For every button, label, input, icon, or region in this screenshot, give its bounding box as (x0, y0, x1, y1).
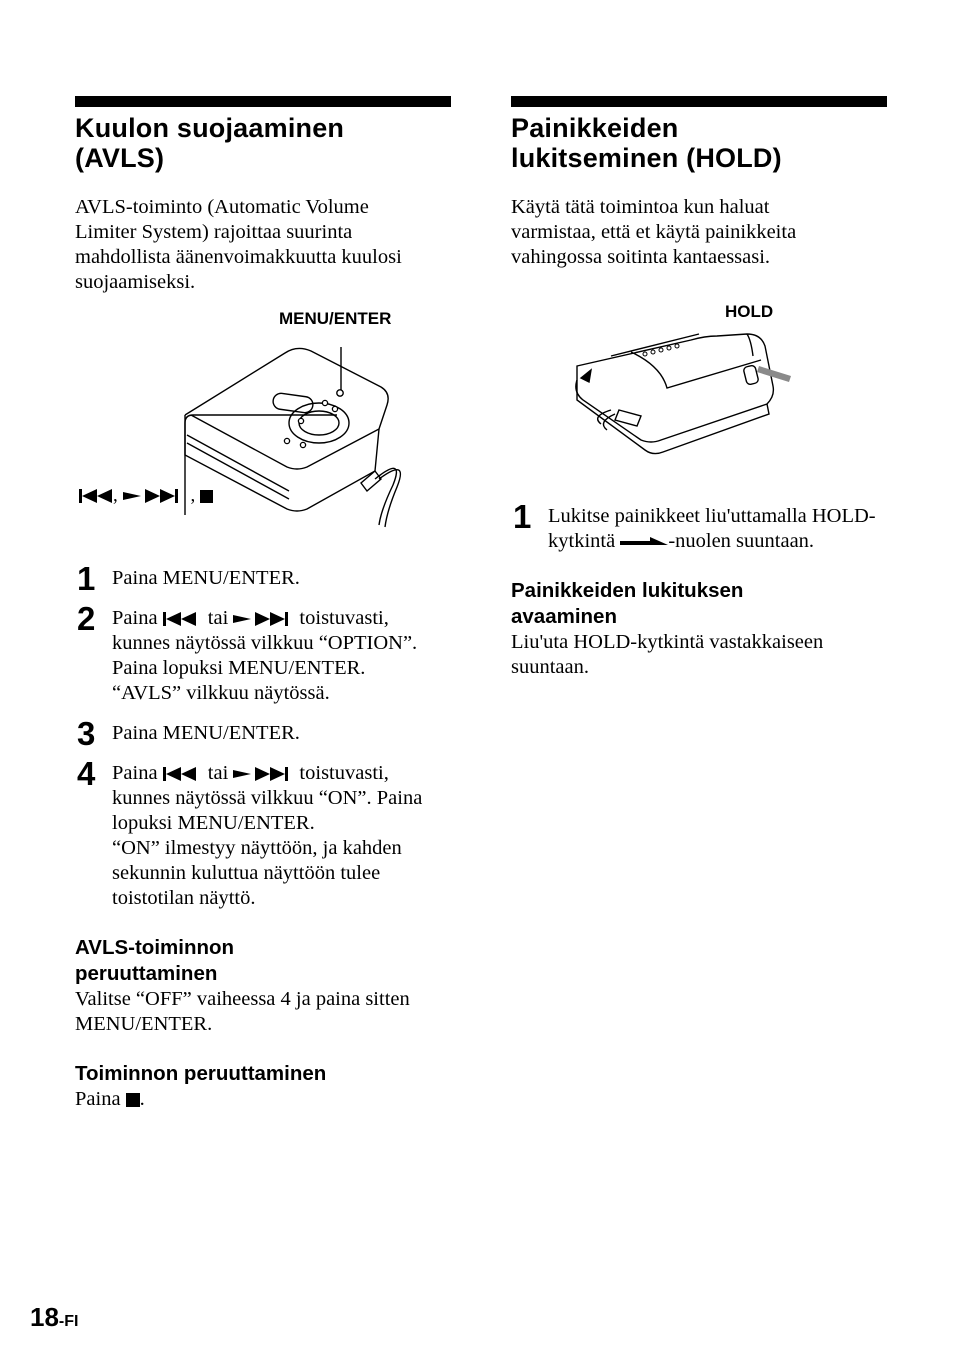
step-3: 3 Paina MENU/ENTER. (77, 715, 300, 752)
page-number: 18-FI (30, 1302, 79, 1332)
hold-label: HOLD (725, 302, 774, 321)
stop-icon (126, 1093, 140, 1107)
left-column (75, 96, 451, 1112)
cancel-avls-text: Valitse “OFF” vaiheessa 4 ja paina sitten MENU/ENTER. (75, 988, 410, 1035)
cancel-text: Paina . (75, 1088, 145, 1110)
arrow-right-icon (620, 537, 668, 549)
cancel-avls-heading: AVLS-toiminnon peruuttaminen (75, 936, 235, 985)
step-2-note: “AVLS” vilkkuu näytössä. (112, 682, 330, 704)
stop-icon (200, 490, 213, 503)
section-title-hold: Painikkeiden lukitseminen (HOLD) (511, 113, 782, 173)
play-next-track-icon (123, 489, 191, 503)
cancel-heading: Toiminnon peruuttaminen (75, 1062, 327, 1085)
step-4: 4 Paina tai toistuvasti, kunnes näytössä vilkkuu “ON”. Paina lopuksi MENU/ENTER. (77, 755, 423, 834)
menu-enter-label: MENU/ENTER (279, 309, 392, 328)
play-next-track-icon (233, 612, 299, 626)
md-player-hold-illustration (511, 270, 887, 504)
step-4-note: “ON” ilmestyy näyttöön, ja kahden sekunnin kuluttua näyttöön tulee toistotilan näyttö. (112, 837, 402, 909)
player-figure-hold (511, 270, 887, 504)
hold-intro: Käytä tätä toimintoa kun haluat varmistaa, että et käytä painikkeita vahingossa soitinta kantaessasi. (511, 196, 797, 268)
unlock-heading: Painikkeiden lukituksen avaaminen (511, 579, 744, 628)
md-player-illustration (75, 295, 451, 565)
prev-track-icon (163, 612, 203, 626)
prev-track-icon (163, 767, 203, 781)
prev-track-icon (79, 489, 113, 503)
hold-step-1: 1 Lukitse painikkeet liu'uttamalla HOLD-kytkintä -nuolen suuntaan. (513, 498, 876, 552)
step-1: 1 Paina MENU/ENTER. (77, 560, 300, 597)
section-rule (75, 96, 451, 107)
section-rule (511, 96, 887, 107)
section-title-avls: Kuulon suojaaminen (AVLS) (75, 113, 345, 173)
avls-intro: AVLS-toiminto (Automatic Volume Limiter System) rajoittaa suurinta mahdollista äänenvoimakkuutta kuulosi suojaamiseksi. (75, 196, 402, 293)
right-column (511, 96, 887, 680)
step-2: 2 Paina tai toistuvasti, kunnes näytössä vilkkuu “OPTION”. Paina lopuksi MENU/ENTER. (77, 600, 418, 679)
play-next-track-icon (233, 767, 299, 781)
steps-list (75, 560, 451, 911)
unlock-text: Liu'uta HOLD-kytkintä vastakkaiseen suuntaan. (511, 631, 824, 678)
transport-buttons-label: , , (79, 485, 213, 507)
player-figure-avls (75, 295, 451, 565)
